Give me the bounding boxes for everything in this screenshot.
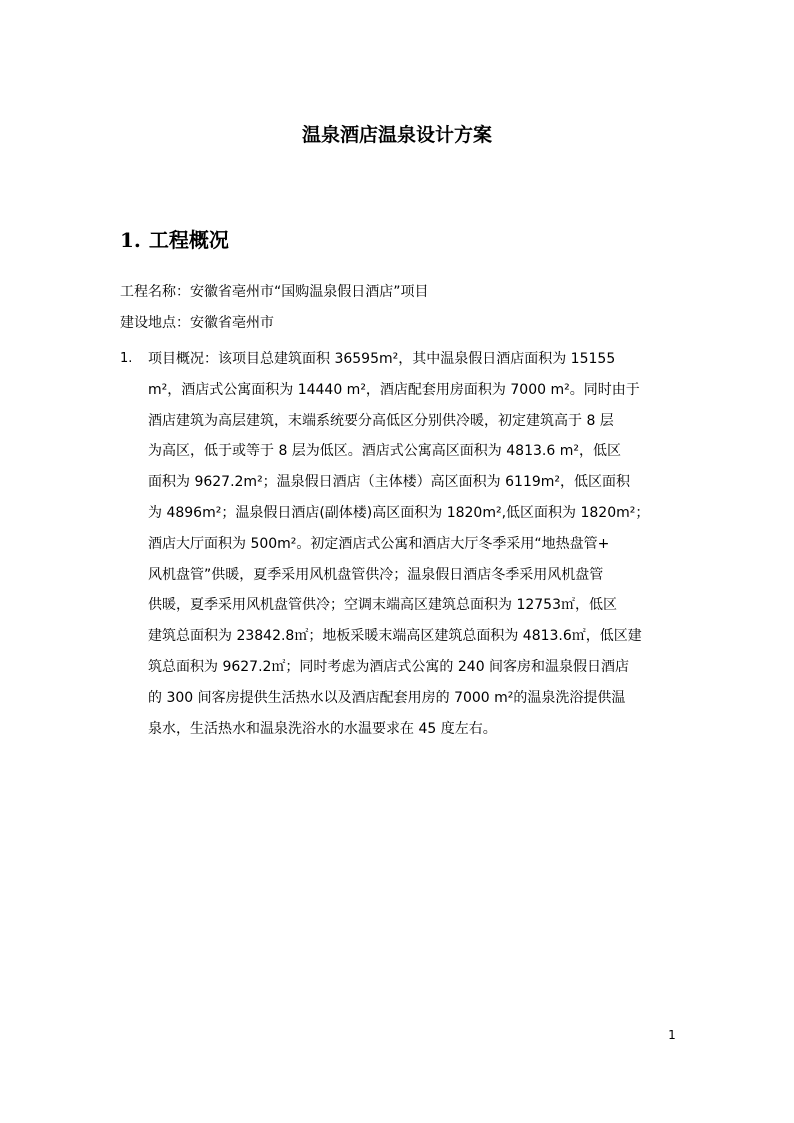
- project-name-line: 工程名称：安徽省亳州市“国购温泉假日酒店”项目: [120, 284, 429, 300]
- paragraph-line: m²，酒店式公寓面积为 14440 m²，酒店配套用房面积为 7000 m²。同时由于: [148, 381, 640, 398]
- paragraph-line: 风机盘管”供暖，夏季采用风机盘管供冷；温泉假日酒店冬季采用风机盘管: [148, 566, 604, 583]
- section-heading-text: 工程概况: [148, 228, 229, 252]
- construction-site-line: 建设地点：安徽省亳州市: [120, 315, 274, 331]
- document-title: 温泉酒店温泉设计方案: [301, 124, 492, 146]
- project-overview-text: [148, 344, 680, 744]
- paragraph-line: 酒店建筑为高层建筑，末端系统要分高低区分别供冷暖，初定建筑高于 8 层: [148, 412, 614, 429]
- paragraph-line: 的 300 间客房提供生活热水以及酒店配套用房的 7000 m²的温泉洗浴提供温: [148, 689, 626, 706]
- paragraph-line: 酒店大厅面积为 500m²。初定酒店式公寓和酒店大厅冬季采用“地热盘管+: [148, 535, 610, 552]
- paragraph-line: 供暖，夏季采用风机盘管供冷；空调末端高区建筑总面积为 12753㎡，低区: [148, 597, 617, 614]
- paragraph-line: 为 4896m²；温泉假日酒店(副体楼)高区面积为 1820m²,低区面积为 1820m²；: [148, 504, 650, 521]
- page-number: 1: [668, 1028, 676, 1042]
- paragraph-line: 筑总面积为 9627.2㎡；同时考虑为酒店式公寓的 240 间客房和温泉假日酒店: [148, 658, 630, 675]
- paragraph-line: 面积为 9627.2m²；温泉假日酒店（主体楼）高区面积为 6119m²，低区面积: [148, 474, 631, 491]
- paragraph-line: 建筑总面积为 23842.8㎡；地板采暖末端高区建筑总面积为 4813.6㎡，低区建: [148, 628, 642, 645]
- paragraph-line: 为高区，低于或等于 8 层为低区。酒店式公寓高区面积为 4813.6 m²，低区: [148, 443, 621, 460]
- paragraph-line: 泉水，生活热水和温泉洗浴水的水温要求在 45 度左右。: [148, 720, 497, 737]
- paragraph-line: 项目概况：该项目总建筑面积 36595m²，其中温泉假日酒店面积为 15155: [148, 351, 616, 367]
- section-heading: [120, 226, 229, 254]
- list-marker: 1.: [120, 351, 133, 366]
- section-number: 1.: [120, 228, 141, 252]
